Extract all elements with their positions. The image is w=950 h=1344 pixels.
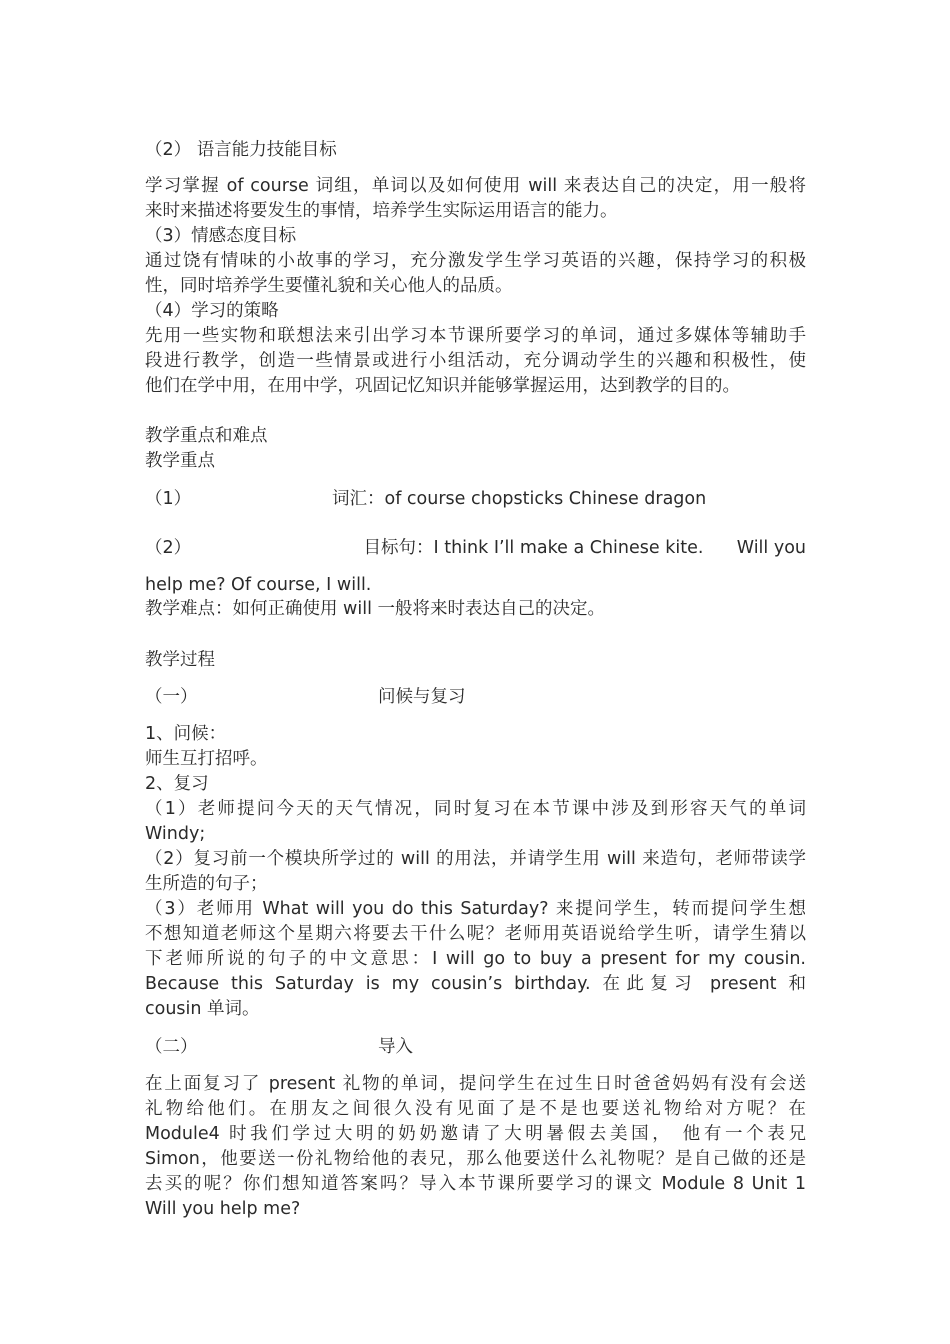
step-heading — [145, 1035, 806, 1060]
key-points-subheading: 教学重点 — [145, 451, 215, 471]
language-goal-heading: （2） 语言能力技能目标 — [145, 140, 337, 160]
language-goal-line: 来时来描述将要发生的事情，培养学生实际运用语言的能力。 — [145, 201, 618, 221]
review-line: 不想知道老师这个星期六将要去干什么呢？老师用英语说给学生听，请学生猜以 — [145, 924, 806, 944]
key-point-item — [145, 536, 806, 561]
process-heading: 教学过程 — [145, 650, 215, 670]
strategy-line: 他们在学中用，在用中学，巩固记忆知识并能够掌握运用，达到教学的目的。 — [145, 376, 740, 396]
item-number: （1） — [145, 489, 192, 509]
greet-text: 师生互打招呼。 — [145, 749, 268, 769]
key-points-heading: 教学重点和难点 — [145, 426, 268, 446]
key-point-continuation: help me? Of course, I will. — [145, 575, 372, 595]
intro-line: Module4 时我们学过大明的奶奶邀请了大明暑假去美国， 他有一个表兄 — [145, 1124, 806, 1144]
intro-line: Simon，他要送一份礼物给他的表兄，那么他要送什么礼物呢？是自己做的还是 — [145, 1149, 806, 1169]
strategy-heading: （4）学习的策略 — [145, 301, 279, 321]
emotion-goal-line: 性，同时培养学生要懂礼貌和关心他人的品质。 — [145, 276, 513, 296]
item-text: 词汇：of course chopsticks Chinese dragon — [332, 489, 707, 509]
intro-line: 在上面复习了 present 礼物的单词，提问学生在过生日时爸爸妈妈有没有会送 — [145, 1074, 806, 1094]
review-line: cousin 单词。 — [145, 999, 260, 1019]
intro-line: 礼物给他们。在朋友之间很久没有见面了是不是也要送礼物给对方呢？在 — [145, 1099, 806, 1119]
step-heading — [145, 685, 806, 710]
emotion-goal-heading: （3）情感态度目标 — [145, 226, 297, 246]
strategy-line: 先用一些实物和联想法来引出学习本节课所要学习的单词，通过多媒体等辅助手 — [145, 326, 806, 346]
review-line: Windy; — [145, 824, 206, 844]
language-goal-line: 学习掌握 of course 词组，单词以及如何使用 will 来表达自己的决定，用一般将 — [145, 176, 806, 196]
review-line: 生所造的句子； — [145, 874, 268, 894]
emotion-goal-line: 通过饶有情味的小故事的学习，充分激发学生学习英语的兴趣，保持学习的积极 — [145, 251, 806, 271]
intro-line: Will you help me? — [145, 1199, 301, 1219]
step-title: 问候与复习 — [378, 687, 466, 707]
review-line: （2）复习前一个模块所学过的 will 的用法，并请学生用 will 来造句，老师带读学 — [145, 849, 806, 869]
review-line: Because this Saturday is my cousin’s birthday. 在此复习 present 和 — [145, 974, 806, 994]
difficulty-line: 教学难点：如何正确使用 will 一般将来时表达自己的决定。 — [145, 599, 606, 619]
review-line: （1）老师提问今天的天气情况，同时复习在本节课中涉及到形容天气的单词 — [145, 799, 806, 819]
strategy-line: 段进行教学，创造一些情景或进行小组活动，充分调动学生的兴趣和积极性，使 — [145, 351, 806, 371]
step-number: （二） — [145, 1037, 198, 1057]
step-title: 导入 — [378, 1037, 413, 1057]
item-number: （2） — [145, 538, 192, 558]
key-point-item — [145, 487, 806, 512]
review-line: 下老师所说的句子的中文意思：I will go to buy a present for my cousin. — [145, 949, 806, 969]
step-number: （一） — [145, 687, 198, 707]
item-text: 目标句：I think I’ll make a Chinese kite. Will you — [363, 538, 806, 558]
review-heading: 2、复习 — [145, 774, 209, 794]
intro-line: 去买的呢？你们想知道答案吗？导入本节课所要学习的课文 Module 8 Unit 1 — [145, 1174, 806, 1194]
review-line: （3）老师用 What will you do this Saturday? 来提问学生，转而提问学生想 — [145, 899, 806, 919]
greet-heading: 1、问候： — [145, 724, 227, 744]
